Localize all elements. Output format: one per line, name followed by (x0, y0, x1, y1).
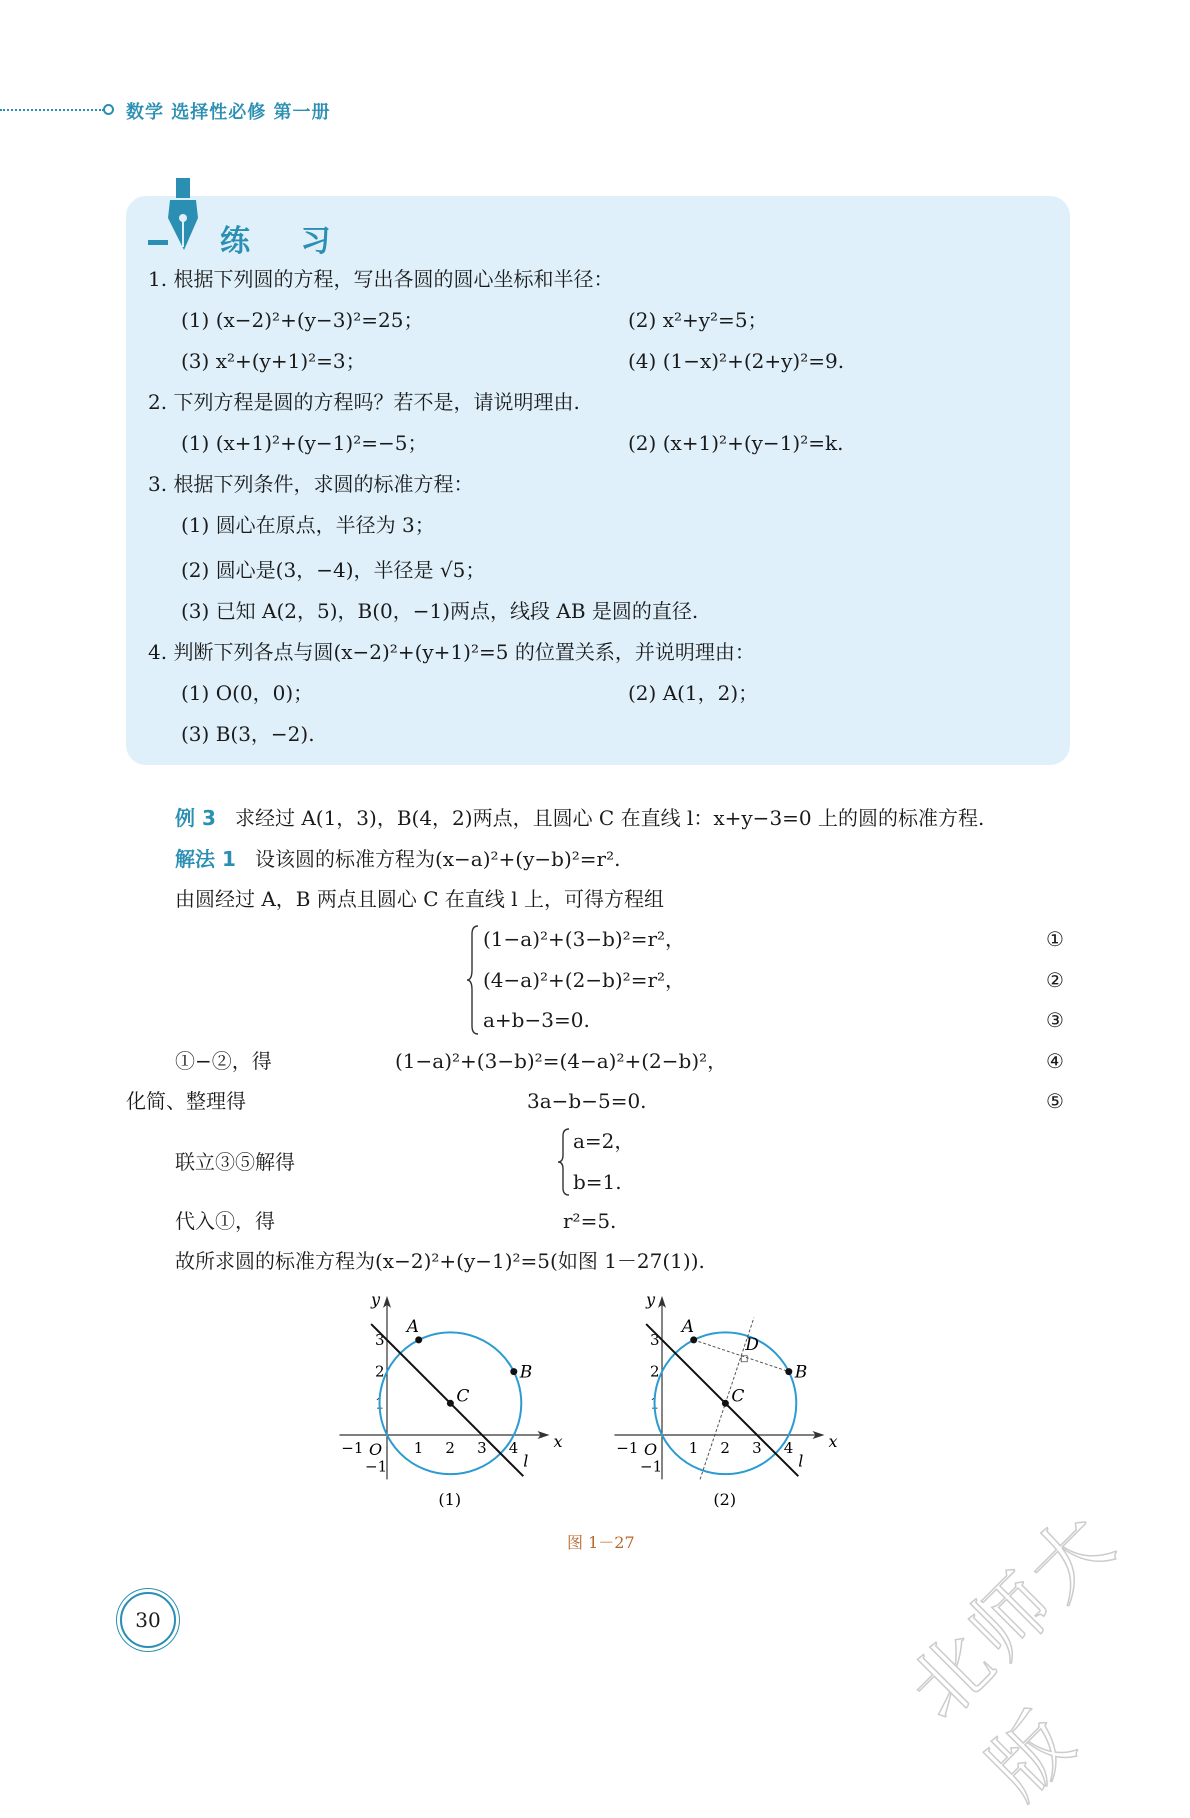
point-label-C: C (456, 1386, 470, 1407)
y-tick-label: −1 (640, 1457, 663, 1476)
example-label: 例 3 (175, 806, 216, 830)
x-tick-label: 2 (720, 1439, 730, 1457)
header-dot (103, 104, 114, 115)
point-C (447, 1400, 454, 1407)
exercise-title: 练 习 (220, 224, 351, 259)
point-label-A: A (406, 1316, 419, 1337)
equation-number-1: ① (1046, 927, 1064, 951)
point-label-A: A (681, 1316, 694, 1337)
y-tick-label: −1 (365, 1457, 388, 1476)
equation-7: r²=5. (563, 1209, 617, 1233)
point-C (722, 1400, 729, 1407)
step-7-label: 代入①，得 (175, 1209, 275, 1233)
point-label-C: C (731, 1386, 745, 1407)
equation-5: 3a−b−5=0. (527, 1089, 647, 1113)
example-question (175, 806, 984, 830)
x-tick-label: 4 (508, 1439, 519, 1457)
exercise-1-4: (4) (1−x)²+(2+y)²=9. (628, 349, 845, 373)
y-tick-label: 2 (650, 1362, 660, 1381)
equation-4: (1−a)²+(3−b)²=(4−a)²+(2−b)²， (395, 1049, 728, 1073)
y-tick-label: 3 (650, 1330, 660, 1349)
conclusion: 故所求圆的标准方程为(x−2)²+(y−1)²=5(如图 1－27(1)). (175, 1249, 705, 1273)
exercise-1: 1. 根据下列圆的方程，写出各圆的圆心坐标和半径： (148, 267, 614, 291)
x-axis-label: x (828, 1432, 838, 1451)
x-axis-label: x (553, 1432, 563, 1451)
exercise-2-1: (1) (x+1)²+(y−1)²=−5； (181, 431, 428, 455)
system-brace (466, 924, 480, 1036)
step-5-label: 化简、整理得 (126, 1089, 246, 1113)
exercise-3-2: (2) 圆心是(3，−4)，半径是 √5； (181, 558, 486, 582)
exercise-1-3: (3) x²+(y+1)²=3； (181, 349, 366, 373)
page-number: 30 (120, 1592, 176, 1648)
equation-number-4: ④ (1046, 1049, 1064, 1073)
x-tick-label: 3 (477, 1439, 487, 1457)
point-B (510, 1368, 517, 1375)
y-tick-label: 1 (375, 1394, 385, 1413)
equation-1: (1−a)²+(3−b)²=r²， (483, 927, 686, 951)
x-tick-label: −1 (616, 1439, 639, 1457)
exercise-3: 3. 根据下列条件，求圆的标准方程： (148, 472, 474, 496)
x-tick-label: 3 (752, 1439, 762, 1457)
solution-a: a=2， (573, 1129, 635, 1153)
solution-brace (557, 1127, 571, 1197)
point-label-B: B (519, 1362, 533, 1383)
point-label-D: D (745, 1334, 759, 1355)
exercise-2: 2. 下列方程是圆的方程吗？若不是，请说明理由. (148, 390, 580, 414)
equation-number-3: ③ (1046, 1008, 1064, 1032)
y-tick-label: 2 (375, 1362, 385, 1381)
method-text: 设该圆的标准方程为(x−a)²+(y−b)²=r². (254, 847, 621, 871)
figure-caption: 图 1－27 (567, 1533, 635, 1552)
origin-label: O (644, 1440, 658, 1459)
subfigure-label: (2) (713, 1490, 737, 1509)
line-l-label: l (798, 1451, 804, 1471)
equation-number-2: ② (1046, 968, 1064, 992)
exercise-4-2: (2) A(1，2)； (628, 681, 759, 705)
y-axis-label: y (371, 1290, 381, 1310)
x-tick-label: 2 (445, 1439, 455, 1457)
fountain-pen-icon (148, 178, 208, 252)
x-tick-label: 1 (688, 1439, 699, 1457)
header-rule (0, 109, 104, 111)
step-6-label: 联立③⑤解得 (175, 1150, 295, 1174)
method-line (175, 847, 621, 871)
exercise-4-3: (3) B(3，−2). (181, 722, 315, 746)
watermark: 北师大版 (892, 1494, 1135, 1816)
exercise-4: 4. 判断下列各点与圆(x−2)²+(y+1)²=5 的位置关系，并说明理由： (148, 640, 755, 664)
equation-2: (4−a)²+(2−b)²=r²， (483, 968, 686, 992)
line-l-label: l (523, 1451, 529, 1471)
running-header: 数学 选择性必修 第一册 (126, 102, 331, 123)
example-text: 求经过 A(1，3)，B(4，2)两点，且圆心 C 在直线 l：x+y−3=0 上的圆的标准方程. (234, 806, 985, 830)
y-axis-label: y (646, 1290, 656, 1310)
solution-line: 由圆经过 A，B 两点且圆心 C 在直线 l 上，可得方程组 (175, 887, 664, 911)
origin-label: O (369, 1440, 383, 1459)
right-angle-mark (741, 1356, 747, 1362)
solution-b: b=1. (573, 1170, 622, 1194)
method-label: 解法 1 (175, 847, 236, 871)
exercise-1-2: (2) x²+y²=5； (628, 308, 768, 332)
exercise-3-3: (3) 已知 A(2，5)，B(0，−1)两点，线段 AB 是圆的直径. (181, 599, 699, 623)
x-tick-label: 4 (783, 1439, 794, 1457)
exercise-3-1: (1) 圆心在原点，半径为 3； (181, 513, 435, 537)
step-4-label: ①−②，得 (175, 1049, 272, 1073)
subfigure-label: (1) (438, 1490, 462, 1509)
equation-3: a+b−3=0. (483, 1008, 590, 1032)
exercise-2-2: (2) (x+1)²+(y−1)²=k. (628, 431, 844, 455)
exercise-1-1: (1) (x−2)²+(y−3)²=25； (181, 308, 424, 332)
point-A (415, 1336, 422, 1343)
exercise-4-1: (1) O(0，0)； (181, 681, 314, 705)
figure-1-27 (0, 1280, 1190, 1530)
equation-number-5: ⑤ (1046, 1089, 1064, 1113)
x-tick-label: −1 (341, 1439, 364, 1457)
y-tick-label: 1 (650, 1394, 660, 1413)
y-tick-label: 3 (375, 1330, 385, 1349)
point-label-B: B (794, 1362, 808, 1383)
point-B (785, 1368, 792, 1375)
point-A (690, 1336, 697, 1343)
x-tick-label: 1 (413, 1439, 424, 1457)
